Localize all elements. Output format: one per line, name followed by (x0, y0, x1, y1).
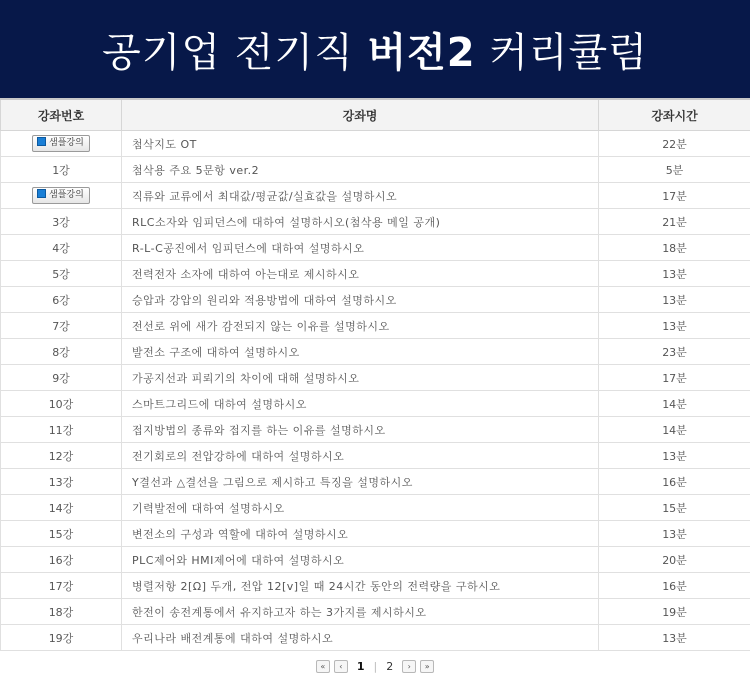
lecture-time-cell: 13분 (599, 443, 750, 469)
lecture-number-cell: 18강 (1, 599, 122, 625)
sample-lecture-label: 샘플강의 (49, 190, 84, 200)
table-body (1, 131, 750, 651)
curriculum-banner (0, 0, 750, 98)
banner-title-suffix: 커리큘럼 (475, 29, 648, 76)
lecture-time-cell: 14분 (599, 417, 750, 443)
lecture-title-cell: 직류와 교류에서 최대값/평균값/실효값을 설명하시오 (122, 183, 599, 209)
lecture-number-cell: 4강 (1, 235, 122, 261)
left-arrow-icon[interactable]: ‹ (334, 660, 348, 673)
page-link-1[interactable]: 1 (356, 659, 365, 673)
lecture-time-cell: 16분 (599, 573, 750, 599)
sample-lecture-button[interactable] (32, 135, 90, 152)
table-row (1, 209, 750, 235)
lecture-title-cell: 병렬저항 2[Ω] 두개, 전압 12[v]일 때 24시간 동안의 전력량을 구하시오 (122, 573, 599, 599)
lecture-time-cell: 19분 (599, 599, 750, 625)
lecture-title-cell: 첨삭지도 OT (122, 131, 599, 157)
table-row (1, 313, 750, 339)
lecture-time-cell: 16분 (599, 469, 750, 495)
lecture-number-cell (1, 183, 122, 209)
lecture-time-cell: 17분 (599, 365, 750, 391)
lecture-title-cell: 전력전자 소자에 대하여 아는대로 제시하시오 (122, 261, 599, 287)
lecture-title-cell: R-L-C공진에서 임피던스에 대하여 설명하시오 (122, 235, 599, 261)
lecture-number-cell: 10강 (1, 391, 122, 417)
lecture-time-cell: 21분 (599, 209, 750, 235)
lecture-title-cell: 한전이 송전계통에서 유지하고자 하는 3가지를 제시하시오 (122, 599, 599, 625)
sample-lecture-button[interactable] (32, 187, 90, 204)
lecture-number-cell: 9강 (1, 365, 122, 391)
header-lecture-number: 강좌번호 (1, 99, 122, 131)
table-row (1, 261, 750, 287)
lecture-title-cell: PLC제어와 HMI제어에 대하여 설명하시오 (122, 547, 599, 573)
lecture-number-cell: 6강 (1, 287, 122, 313)
lecture-time-cell: 13분 (599, 625, 750, 651)
lecture-time-cell: 15분 (599, 495, 750, 521)
lecture-title-cell: 첨삭용 주요 5문항 ver.2 (122, 157, 599, 183)
lecture-number-cell: 19강 (1, 625, 122, 651)
table-row (1, 443, 750, 469)
lecture-time-cell: 5분 (599, 157, 750, 183)
lecture-title-cell: 기력발전에 대하여 설명하시오 (122, 495, 599, 521)
table-row (1, 417, 750, 443)
lecture-number-cell: 13강 (1, 469, 122, 495)
table-row (1, 339, 750, 365)
lecture-title-cell: 전기회로의 전압강하에 대하여 설명하시오 (122, 443, 599, 469)
right-arrow-icon[interactable]: › (402, 660, 416, 673)
lecture-number-cell: 1강 (1, 157, 122, 183)
lecture-title-cell: 전선로 위에 새가 감전되지 않는 이유를 설명하시오 (122, 313, 599, 339)
banner-title-bold: 버전2 (367, 29, 476, 76)
banner-title (102, 21, 648, 78)
page-separator: | (373, 659, 378, 673)
lecture-time-cell: 18분 (599, 235, 750, 261)
sample-lecture-label: 샘플강의 (49, 138, 84, 148)
table-row (1, 495, 750, 521)
table-row (1, 365, 750, 391)
table-row (1, 157, 750, 183)
table-row (1, 547, 750, 573)
lecture-title-cell: 가공지선과 피뢰기의 차이에 대해 설명하시오 (122, 365, 599, 391)
lecture-time-cell: 23분 (599, 339, 750, 365)
lecture-number-cell: 12강 (1, 443, 122, 469)
lecture-time-cell: 17분 (599, 183, 750, 209)
lecture-title-cell: 접지방법의 종류와 접지를 하는 이유를 설명하시오 (122, 417, 599, 443)
table-row (1, 131, 750, 157)
lecture-title-cell: RLC소자와 임피던스에 대하여 설명하시오(첨삭용 메일 공개) (122, 209, 599, 235)
banner-title-prefix: 공기업 전기직 (102, 29, 368, 76)
lecture-number-cell: 7강 (1, 313, 122, 339)
lecture-title-cell: 발전소 구조에 대하여 설명하시오 (122, 339, 599, 365)
header-lecture-time: 강좌시간 (599, 99, 750, 131)
table-row (1, 235, 750, 261)
table-row (1, 573, 750, 599)
table-row (1, 469, 750, 495)
double-right-arrow-icon[interactable]: » (420, 660, 434, 673)
lecture-time-cell: 13분 (599, 313, 750, 339)
lecture-title-cell: 변전소의 구성과 역할에 대하여 설명하시오 (122, 521, 599, 547)
pagination (0, 651, 750, 681)
lecture-number-cell: 3강 (1, 209, 122, 235)
lecture-time-cell: 13분 (599, 521, 750, 547)
curriculum-table (0, 98, 750, 651)
lecture-number-cell: 11강 (1, 417, 122, 443)
lecture-time-cell: 22분 (599, 131, 750, 157)
lecture-number-cell: 14강 (1, 495, 122, 521)
lecture-title-cell: 스마트그리드에 대하여 설명하시오 (122, 391, 599, 417)
table-header-row (1, 99, 750, 131)
table-row (1, 287, 750, 313)
lecture-time-cell: 13분 (599, 287, 750, 313)
lecture-title-cell: Y결선과 △결선을 그림으로 제시하고 특징을 설명하시오 (122, 469, 599, 495)
double-left-arrow-icon[interactable]: « (316, 660, 330, 673)
lecture-number-cell (1, 131, 122, 157)
table-row (1, 521, 750, 547)
table-row (1, 625, 750, 651)
header-lecture-title: 강좌명 (122, 99, 599, 131)
lecture-time-cell: 14분 (599, 391, 750, 417)
table-row (1, 391, 750, 417)
lecture-number-cell: 15강 (1, 521, 122, 547)
lecture-time-cell: 13분 (599, 261, 750, 287)
lecture-number-cell: 8강 (1, 339, 122, 365)
lecture-number-cell: 16강 (1, 547, 122, 573)
lecture-number-cell: 17강 (1, 573, 122, 599)
lecture-title-cell: 우리나라 배전계통에 대하여 설명하시오 (122, 625, 599, 651)
table-row (1, 183, 750, 209)
page-link-2[interactable]: 2 (386, 659, 394, 673)
table-row (1, 599, 750, 625)
play-icon (37, 189, 46, 198)
play-icon (37, 137, 46, 146)
lecture-number-cell: 5강 (1, 261, 122, 287)
lecture-title-cell: 승압과 강압의 원리와 적용방법에 대하여 설명하시오 (122, 287, 599, 313)
lecture-time-cell: 20분 (599, 547, 750, 573)
